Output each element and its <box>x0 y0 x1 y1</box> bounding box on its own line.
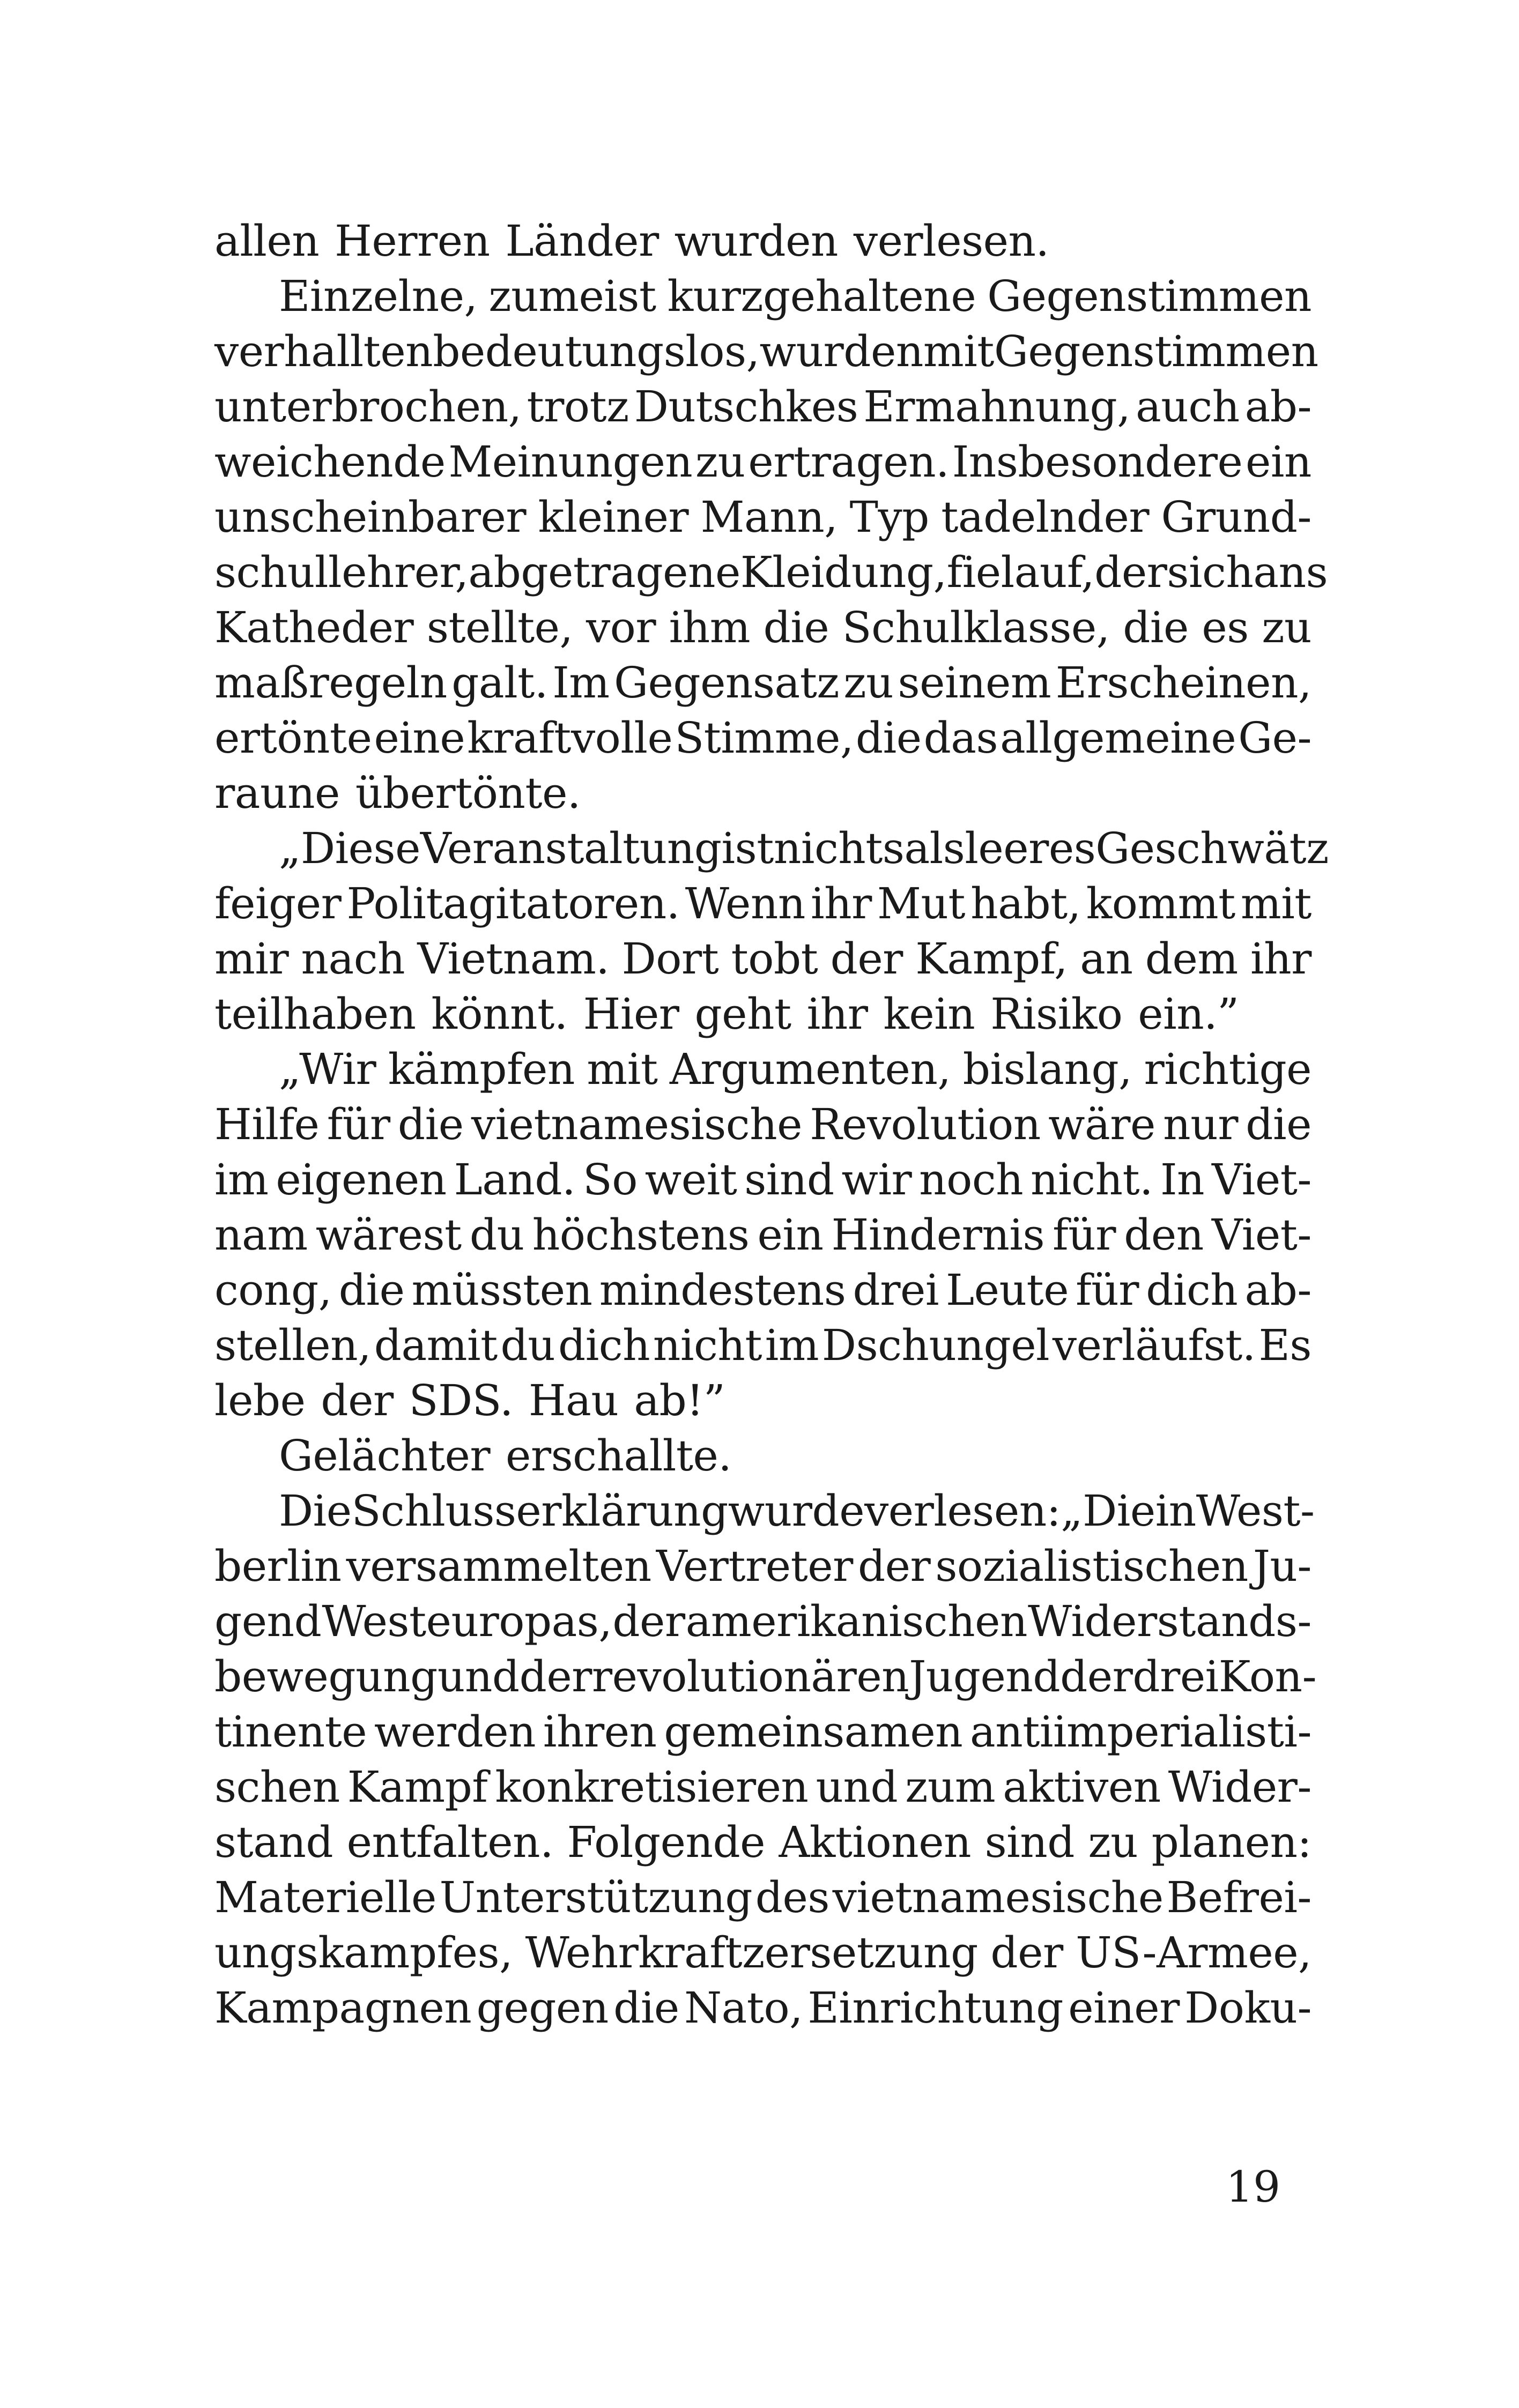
text-line: unterbrochen, trotz Dutschkes Ermahnung, auch ab- <box>214 382 1311 432</box>
text-line: bewegung und der revolutionären Jugend der drei Kon- <box>214 1652 1317 1701</box>
page-number: 19 <box>1226 2162 1280 2212</box>
text-line: lebe der SDS. Hau ab!” <box>214 1376 725 1425</box>
text-line: unscheinbarer kleiner Mann, Typ tadelnder Grund- <box>214 492 1311 542</box>
text-line: verhallten bedeutungslos, wurden mit Gegenstimmen <box>214 326 1318 376</box>
text-line: nam wärest du höchstens ein Hindernis für den Viet- <box>214 1210 1311 1260</box>
text-line: stellen, damit du dich nicht im Dschungel verläufst. Es <box>214 1320 1311 1370</box>
text-line: tinente werden ihren gemeinsamen antiimperialisti- <box>214 1707 1311 1757</box>
text-line: Einzelne, zumeist kurzgehaltene Gegenstimmen <box>279 271 1311 321</box>
text-line: Katheder stellte, vor ihm die Schulklasse, die es zu <box>214 603 1311 652</box>
text-line: ungskampfes, Wehrkraftzersetzung der US-Armee, <box>214 1928 1311 1978</box>
text-line: schullehrer, abgetragene Kleidung, fiel auf, der sich ans <box>214 547 1328 597</box>
text-line: „Wir kämpfen mit Argumenten, bislang, richtige <box>279 1044 1311 1094</box>
text-line: ertönte eine kraftvolle Stimme, die das allgemeine Ge- <box>214 713 1311 763</box>
text-line: schen Kampf konkretisieren und zum aktiven Wider- <box>214 1762 1311 1812</box>
text-line: stand entfalten. Folgende Aktionen sind zu planen: <box>214 1817 1311 1867</box>
text-line: Hilfe für die vietnamesische Revolution wäre nur die <box>214 1099 1311 1149</box>
text-line: weichende Meinungen zu ertragen. Insbesondere ein <box>214 437 1311 487</box>
text-line: feiger Politagitatoren. Wenn ihr Mut habt, kommt mit <box>214 879 1311 928</box>
text-line: „Diese Veranstaltung ist nichts als leeres Geschwätz <box>279 823 1329 873</box>
text-line: mir nach Vietnam. Dort tobt der Kampf, an dem ihr <box>214 934 1311 984</box>
text-line: Gelächter erschallte. <box>279 1431 732 1481</box>
text-line: allen Herren Länder wurden verlesen. <box>214 216 1049 266</box>
text-line: berlin versammelten Vertreter der sozialistischen Ju- <box>214 1541 1311 1591</box>
text-line: im eigenen Land. So weit sind wir noch nicht. In Viet- <box>214 1155 1311 1205</box>
text-line: cong, die müssten mindestens drei Leute für dich ab- <box>214 1265 1311 1315</box>
text-line: Die Schlusserklärung wurde verlesen: „Die in West- <box>279 1486 1315 1536</box>
text-line: raune übertönte. <box>214 768 581 818</box>
text-line: maßregeln galt. Im Gegensatz zu seinem Erscheinen, <box>214 658 1311 708</box>
body-text <box>214 213 1329 2035</box>
text-line: Kampagnen gegen die Nato, Einrichtung einer Doku- <box>214 1983 1311 2033</box>
text-line: gend Westeuropas, der amerikanischen Widerstands- <box>214 1596 1311 1646</box>
text-line: Materielle Unterstützung des vietnamesische Befrei- <box>214 1872 1311 1922</box>
text-line: teilhaben könnt. Hier geht ihr kein Risiko ein.” <box>214 989 1239 1039</box>
